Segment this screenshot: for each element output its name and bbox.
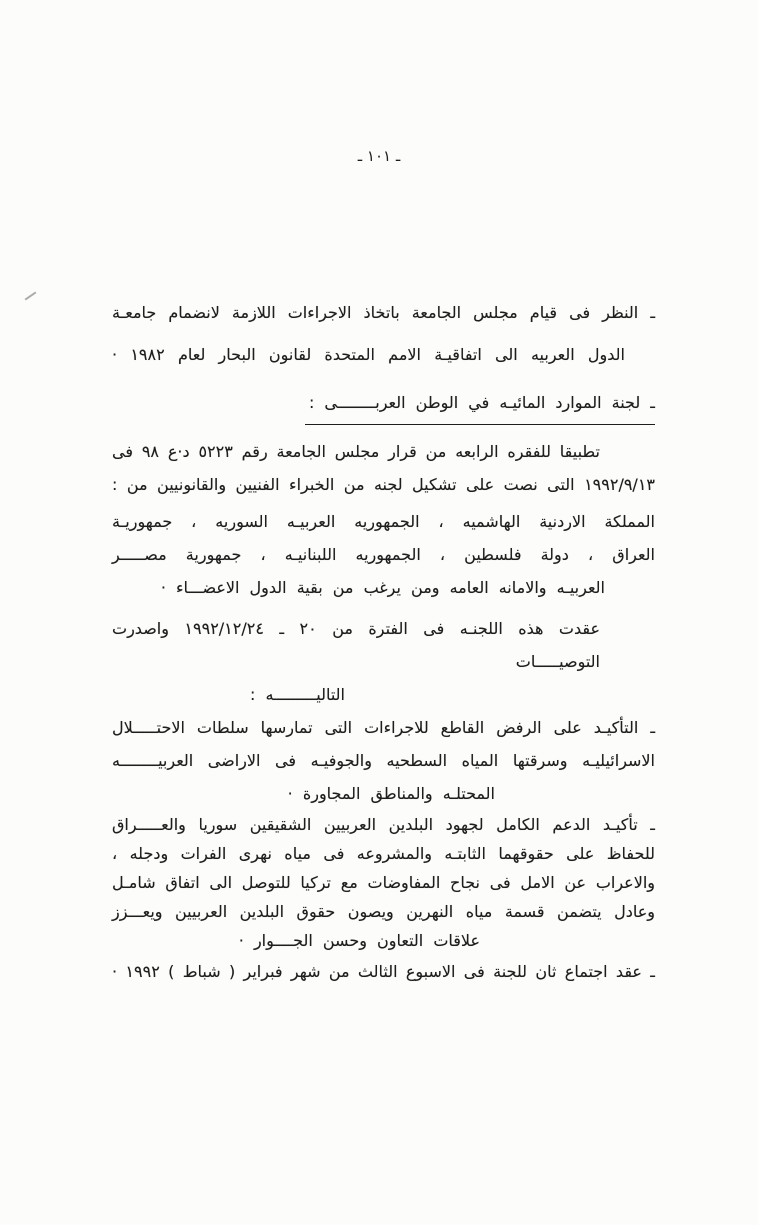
text-line: الدول العربيه الى اتفاقيـة الامم المتحدة لقانون البحار لعام ١٩٨٢ · [112,345,625,364]
text-line: والاعراب عن الامل فى نجاح المفاوضات مع تركيا للتوصل الى اتفاق شامـل [112,873,655,892]
recommendation-reject-occupation-practices [112,711,655,810]
text-line: ـ تأكيـد الدعم الكامل لجهود البلدين العربيين الشقيقين سوريا والعـــــراق [112,815,655,834]
document-body [0,292,758,988]
committee-formation-paragraph [112,435,655,501]
text-line: للحفاظ على حقوقهما الثابتـه والمشروعه فى مياه نهرى الفرات ودجله ، [112,844,655,863]
text-line: ـ عقد اجتماع ثان للجنة فى الاسبوع الثالث من شهر فبراير ( شباط ) ١٩٩٢ · [112,962,655,981]
text-line [112,386,655,425]
recommendation-support-syria-iraq-rivers [112,810,655,955]
text-line: ـ النظر فى قيام مجلس الجامعة باتخاذ الاجراءات اللازمة لانضمام جامعـة [112,303,655,322]
session-dates-paragraph [112,612,655,711]
sea-law-accession-clause [112,292,655,376]
document-page [0,147,758,1225]
text-line: التاليـــــــــه : [250,685,345,704]
text-line: العربيـه والامانه العامه ومن يرغب من بقية الدول الاعضـــاء · [160,578,605,597]
text-line: المملكة الاردنية الهاشميه ، الجمهوريه العربيـه السوريه ، جمهوريـة [112,512,655,531]
text-line: الاسرائيليـه وسرقتها المياه السطحيه والجوفيـه فى الاراضى العربيــــــــه [112,751,655,770]
text-line: المحتلـه والمناطق المجاورة · [287,784,495,803]
text-line: ـ التأكيـد على الرفض القاطع للاجراءات التى تمارسها سلطات الاحتـــــلال [112,718,655,737]
water-resources-committee-heading [112,386,655,425]
page-number: ـ ١٠١ ـ [357,147,401,165]
heading-underlined-text: ـ لجنة الموارد المائيـه في الوطن العربــــــــى : [305,386,655,425]
text-line: وعادل يتضمن قسمة مياه النهرين ويصون حقوق البلدين العربيين ويعـــزز [112,902,655,921]
text-line: العراق ، دولة فلسطين ، الجمهوريه اللبنانيـه ، جمهورية مصـــــر [112,545,655,564]
text-line: عقدت هذه اللجنـه فى الفترة من ٢٠ ـ ١٩٩٢/١٢/٢٤ واصدرت التوصيـــــات [112,619,601,671]
text-line: علاقات التعاون وحسن الجــــوار · [238,931,480,950]
recommendation-second-meeting [112,955,655,988]
member-states-paragraph [112,505,655,604]
text-line: ١٩٩٢/٩/١٣ التى نصت على تشكيل لجنه من الخبراء الفنيين والقانونيين من : [112,475,655,494]
text-line: تطبيقا للفقره الرابعه من قرار مجلس الجامعة رقم ٥٢٢٣ د·ع ٩٨ فى [112,442,600,461]
